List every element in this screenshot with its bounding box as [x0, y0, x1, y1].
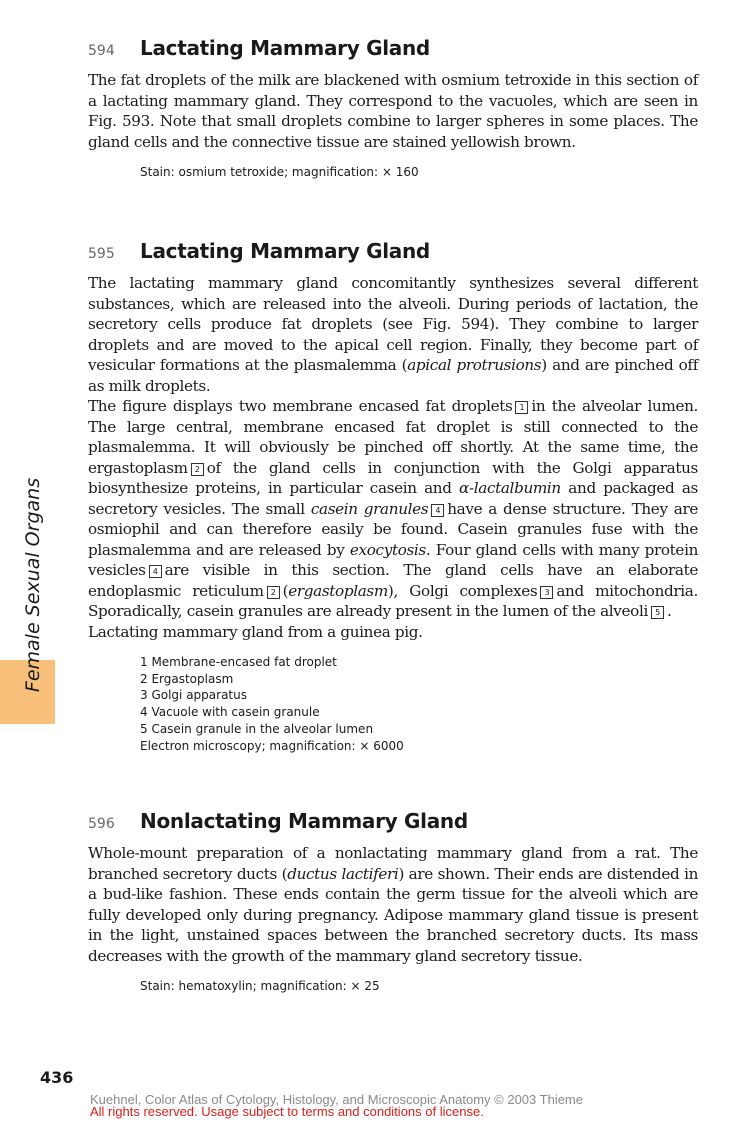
legend-item: 4 Vacuole with casein granule: [140, 705, 320, 720]
text-run: and mitochondria. Sporadically, casein granules are already present in the lumen of the alveoli: [88, 581, 698, 620]
emphasis: α-lactalbumin: [459, 479, 561, 497]
text-run: ), Golgi complexes: [387, 581, 538, 600]
page-number: 436: [40, 1068, 74, 1087]
text-run: ) and are pinched off as milk droplets.: [88, 356, 698, 395]
figure-caption: Stain: hematoxylin; magnification: × 25: [140, 979, 380, 993]
license-line: All rights reserved. Usage subject to terms and conditions of license.: [90, 1104, 484, 1119]
section-heading: [88, 239, 698, 265]
text-run: are visible in this section. The gland cells have an elaborate endoplasmic reticulum: [88, 561, 698, 600]
text-run: Whole-mount preparation of a nonlactating mammary gland from a rat. The branched secretory ducts (: [88, 844, 698, 883]
paragraph: Lactating mammary gland from a guinea pig.: [88, 622, 423, 641]
paragraph: The fat droplets of the milk are blackened with osmium tetroxide in this section of a lactating mammary gland. They correspond to the vacuoles, which are seen in Fig. 593. Note that small droplets combine to larger spheres in some places. The gland cells and the connective tissue are stained yellowish brown.: [88, 71, 698, 151]
text-run: and packaged as secretory vesicles. The small: [88, 479, 698, 518]
side-tab-label: Female Sexual Organs: [22, 477, 44, 693]
section-text: [88, 70, 698, 152]
text-run: of the gland cells in conjunction with the Golgi apparatus biosynthesize proteins, in particular casein and: [88, 458, 698, 497]
reference-marker: 3: [540, 586, 553, 599]
legend-item: 2 Ergastoplasm: [140, 671, 234, 686]
emphasis: casein granules: [310, 499, 429, 518]
section-596: [88, 809, 698, 995]
text-run: (: [282, 581, 289, 600]
emphasis: apical protrusions: [407, 356, 542, 374]
text-run: ) are shown. Their ends are distended in a bud-like fashion. These ends contain the germ tissue for the alveoli which are fully developed only during pregnancy. Adipose mammary gland tissue is present in the light, unstained spaces between the branched secretory ducts. Its mass decreases with the growth of the mammary gland secretory tissue.: [88, 864, 699, 965]
section-title: Nonlactating Mammary Gland: [140, 809, 468, 833]
paragraph: [88, 843, 698, 966]
reference-marker: 4: [149, 565, 162, 578]
section-594: [88, 36, 698, 181]
figure-number: 594: [88, 43, 115, 59]
section-heading: [88, 809, 698, 835]
section-text: [88, 843, 698, 966]
text-run: The lactating mammary gland concomitantly synthesizes several different substances, which are released into the alveoli. During periods of lactation, the secretory cells produce fat droplets (see Fig. 594). They combine to larger droplets and are moved to the apical cell region. Finally, they become part of vesicular formations at the plasmalemma (: [88, 274, 698, 374]
legend-item: 5 Casein granule in the alveolar lumen: [140, 721, 374, 736]
reference-marker: 2: [191, 463, 204, 476]
paragraph: [88, 396, 698, 622]
figure-number: 595: [88, 246, 115, 262]
paragraph: [88, 273, 698, 396]
legend-item: 3 Golgi apparatus: [140, 688, 247, 703]
figure-caption: Stain: osmium tetroxide; magnification: × 160: [140, 165, 419, 179]
emphasis: ergastoplasm: [288, 581, 388, 600]
section-text: [88, 273, 698, 642]
emphasis: ductus lactiferi: [287, 864, 399, 883]
section-595: [88, 239, 698, 754]
figure-legend: [140, 654, 698, 754]
section-heading: [88, 36, 698, 62]
section-title: Lactating Mammary Gland: [140, 239, 430, 263]
reference-marker: 4: [431, 504, 444, 517]
text-run: in the alveolar lumen. The large central, membrane encased fat droplet is still connected to the plasmalemma. It will obviously be pinched off shortly. At the same time, the ergastoplasm: [88, 397, 698, 477]
text-run: . Four gland cells with many protein vesicles: [88, 540, 699, 579]
copyright-line: Kuehnel, Color Atlas of Cytology, Histology, and Microscopic Anatomy © 2003 Thieme: [90, 1092, 583, 1107]
section-title: Lactating Mammary Gland: [140, 36, 430, 60]
text-run: .: [666, 602, 672, 620]
reference-marker: 5: [651, 606, 664, 619]
legend-item: 1 Membrane-encased fat droplet: [140, 655, 337, 669]
text-run: have a dense structure. They are osmiophil and can therefore easily be found. Casein granules fuse with the plasmalemma and are released by: [88, 499, 698, 559]
emphasis: exocytosis: [349, 540, 426, 559]
reference-marker: 2: [267, 586, 280, 599]
reference-marker: 1: [515, 401, 528, 414]
text-run: The figure displays two membrane encased fat droplets: [88, 397, 513, 415]
figure-caption: Electron microscopy; magnification: × 6000: [140, 738, 404, 753]
figure-number: 596: [88, 816, 115, 832]
